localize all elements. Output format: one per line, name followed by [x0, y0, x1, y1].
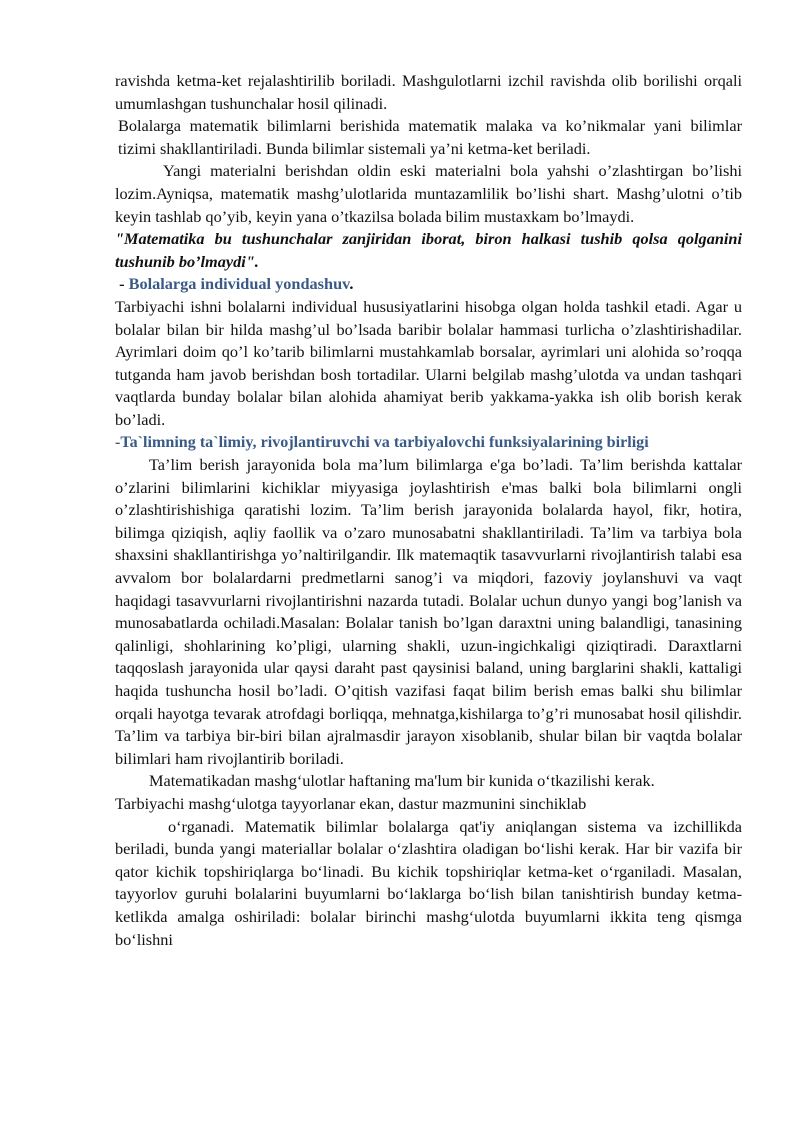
paragraph-4: Tarbiyachi ishni bolalarni individual hususiyatlarini hisobga olgan holda tashkil etadi. Agar u bolalar bilan bir hilda mashg’ul bo’lsada baribir bolalar hammasi turlicha o’zlashtirishadilar. Ayrimlari doim qo’l ko’tarib bilimlarni mustahkamlab borsalar, ayrimlari uni alohida so’roqqa tutganda ham javob berishdan bosh tortadilar. Ularni belgilab mashg’ulotda va undan tashqari vaqtlarda bunday bolalar bilan alohida ahamiyat berib yakkama-yakka ish olib borish kerak bo’ladi.	[115, 296, 742, 429]
paragraph-3: Yangi materialni berishdan oldin eski materialni bola yahshi o’zlashtirgan bo’lishi lozim.Ayniqsa, matematik mashg’ulotlarida muntazamlilik bo’lishi shart. Mashg’ulotni o’tib keyin tashlab qo’yib, keyin yana o’tkazilsa bolada bilim mustaxkam bo’lmaydi.	[115, 161, 742, 226]
document-page	[115, 70, 742, 951]
paragraph-5: Ta’lim berish jarayonida bola ma’lum bilimlarga e'ga bo’ladi. Ta’lim berishda kattalar o’zlarini bilimlarini kichiklar miyyasiga joylashtirish e'mas balki bola bilimlarni ongli o’zlashtirishishiga qaratishi lozim. Ta’lim berish jarayonida bolalarda hayol, fikr, hotira, bilimga qiziqish, aqliy faollik va o’zaro munosabatni shakllantiriladi. Ta’lim va tarbiya bola shaxsini shakllantirishga yo’naltirilgandir. Ilk matemaqtik tasavvurlarni rivojlantirish talabi esa avvalom bor bolalardarni predmetlarni sanog’i va miqdori, fazoviy joylanshuvi va vaqt haqidagi tasavvurlarni rivojlantirishni nazarda tutadi. Bolalar uchun dunyo yangi bog’lanish va munosabatlarda ochiladi.Masalan: Bolalar tanish bo’lgan daraxtni uning balandligi, tanasining qalinligi, shohlarining ko’pligi, ularning shakli, uzun-ingichkaligi qiziqtiradi. Daraxtlarni taqqoslash jarayonida ular qaysi daraht past qaysinisi baland, uning barglarini shakli, kattaligi haqida tushuncha hosil bo’ladi. O’qitish vazifasi faqat bilim berish emas balki shu bilimlar orqali hayotga tevarak atrofdagi borliqqa, mehnatga,kishilarga to’g’ri munosabat hosil qilishdir. Ta’lim va tarbiya bir-biri bilan ajralmasdir jarayon xisoblanib, shular bilan bir vaqtda bolalar bilimlari ham rivojlantirib boriladi.	[115, 455, 742, 768]
paragraph-7: Tarbiyachi mashg‘ulotga tayyorlanar ekan, dastur mazmunini sinchiklab	[115, 794, 587, 813]
paragraph-8-first: o‘rganadi. Matematik bilimlar bolalarga qat'iy aniqlangan sistema va izchillikda beriladi, bunda yangi materiallar bolalar o‘zlashtira oladigan bo‘lishi kerak. Har bir vazifa bir qator kichik topshiriqlarga bo‘linadi. Bu kichik topshiriqlar ketma-ket o‘rganiladi. Masalan, tayyorlov guruhi bolalarini buyumlarni bo‘laklarga bo‘lish bilan tanishtirish bunday ketma-ketlikda amalga oshiriladi: bolalar birinchi mashg‘ulotda buyumlarni ikkita teng qismga bo‘lishni	[115, 816, 742, 949]
heading-text: Bolalarga individual yondashuv	[128, 274, 350, 294]
paragraph-2: Bolalarga matematik bilimlarni berishida matematik malaka va ko’nikmalar yani bilimlar tizimi shakllantiriladi. Bunda bilimlar sistemali ya’ni ketma-ket beriladi.	[118, 116, 742, 158]
quote: "Matematika bu tushunchalar zanjiridan iborat, biron halkasi tushib qolsa qolganini tushunib bo’lmaydi".	[115, 229, 742, 271]
section-heading-functions: -Ta`limning ta`limiy, rivojlantiruvchi va tarbiyalovchi funksiyalarining birligi	[115, 433, 649, 451]
paragraph-6: Matematikadan mashg‘ulotlar haftaning ma'lum bir kunida o‘tkazilishi kerak.	[149, 771, 655, 791]
paragraph-1: ravishda ketma-ket rejalashtirilib boriladi. Mashgulotlarni izchil ravishda olib borilishi orqali umumlashgan tushunchalar hosil qilinadi.	[115, 71, 742, 113]
heading-dash: -	[119, 274, 125, 294]
section-heading-individual	[115, 273, 742, 296]
heading-dot: .	[349, 274, 354, 294]
